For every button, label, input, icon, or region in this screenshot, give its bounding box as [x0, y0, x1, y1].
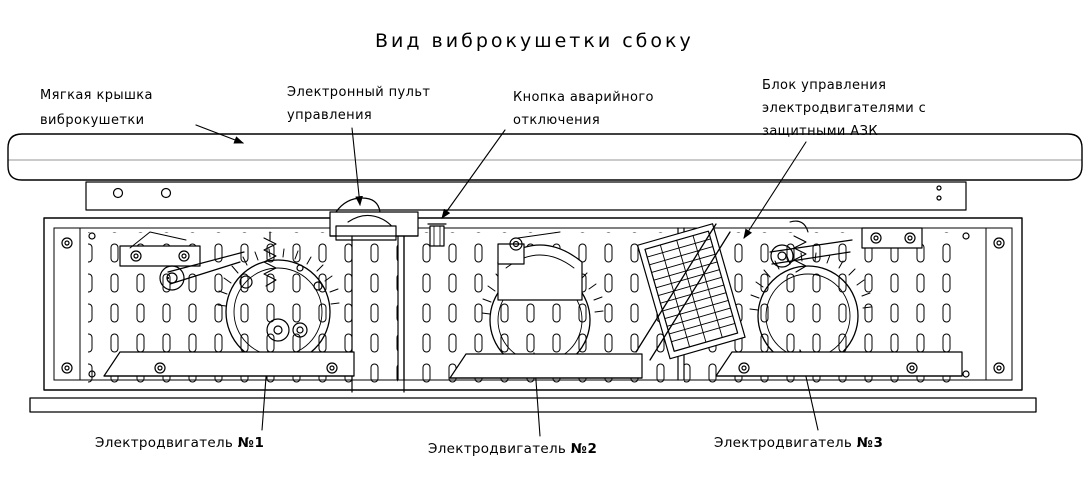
motor-2-label: Электродвигатель — [428, 441, 567, 457]
motor-3-label: Электродвигатель — [714, 435, 853, 451]
callout-soft-cover-line-1: Мягкая крышка — [40, 88, 153, 103]
callout-emergency-button-line-1: Кнопка аварийного — [513, 90, 654, 105]
motor-3-number: №3 — [856, 435, 884, 451]
callout-motor-control-block-line-1: Блок управления — [762, 78, 887, 93]
callout-motor-control-block-line-2: электродвигателями с — [762, 101, 927, 116]
callout-motor-control-block-line-3: защитными АЗК — [762, 124, 878, 139]
callout-control-panel-line-1: Электронный пульт — [287, 85, 431, 100]
motor-2-number: №2 — [570, 441, 598, 457]
callout-control-panel-line-2: управления — [287, 108, 373, 123]
diagram-title: Вид виброкушетки сбоку — [375, 30, 694, 52]
callout-emergency-button-line-2: отключения — [513, 113, 601, 128]
motor-1-number: №1 — [237, 435, 265, 451]
motor-1-label: Электродвигатель — [95, 435, 234, 451]
callout-soft-cover-line-2: виброкушетки — [40, 113, 145, 128]
